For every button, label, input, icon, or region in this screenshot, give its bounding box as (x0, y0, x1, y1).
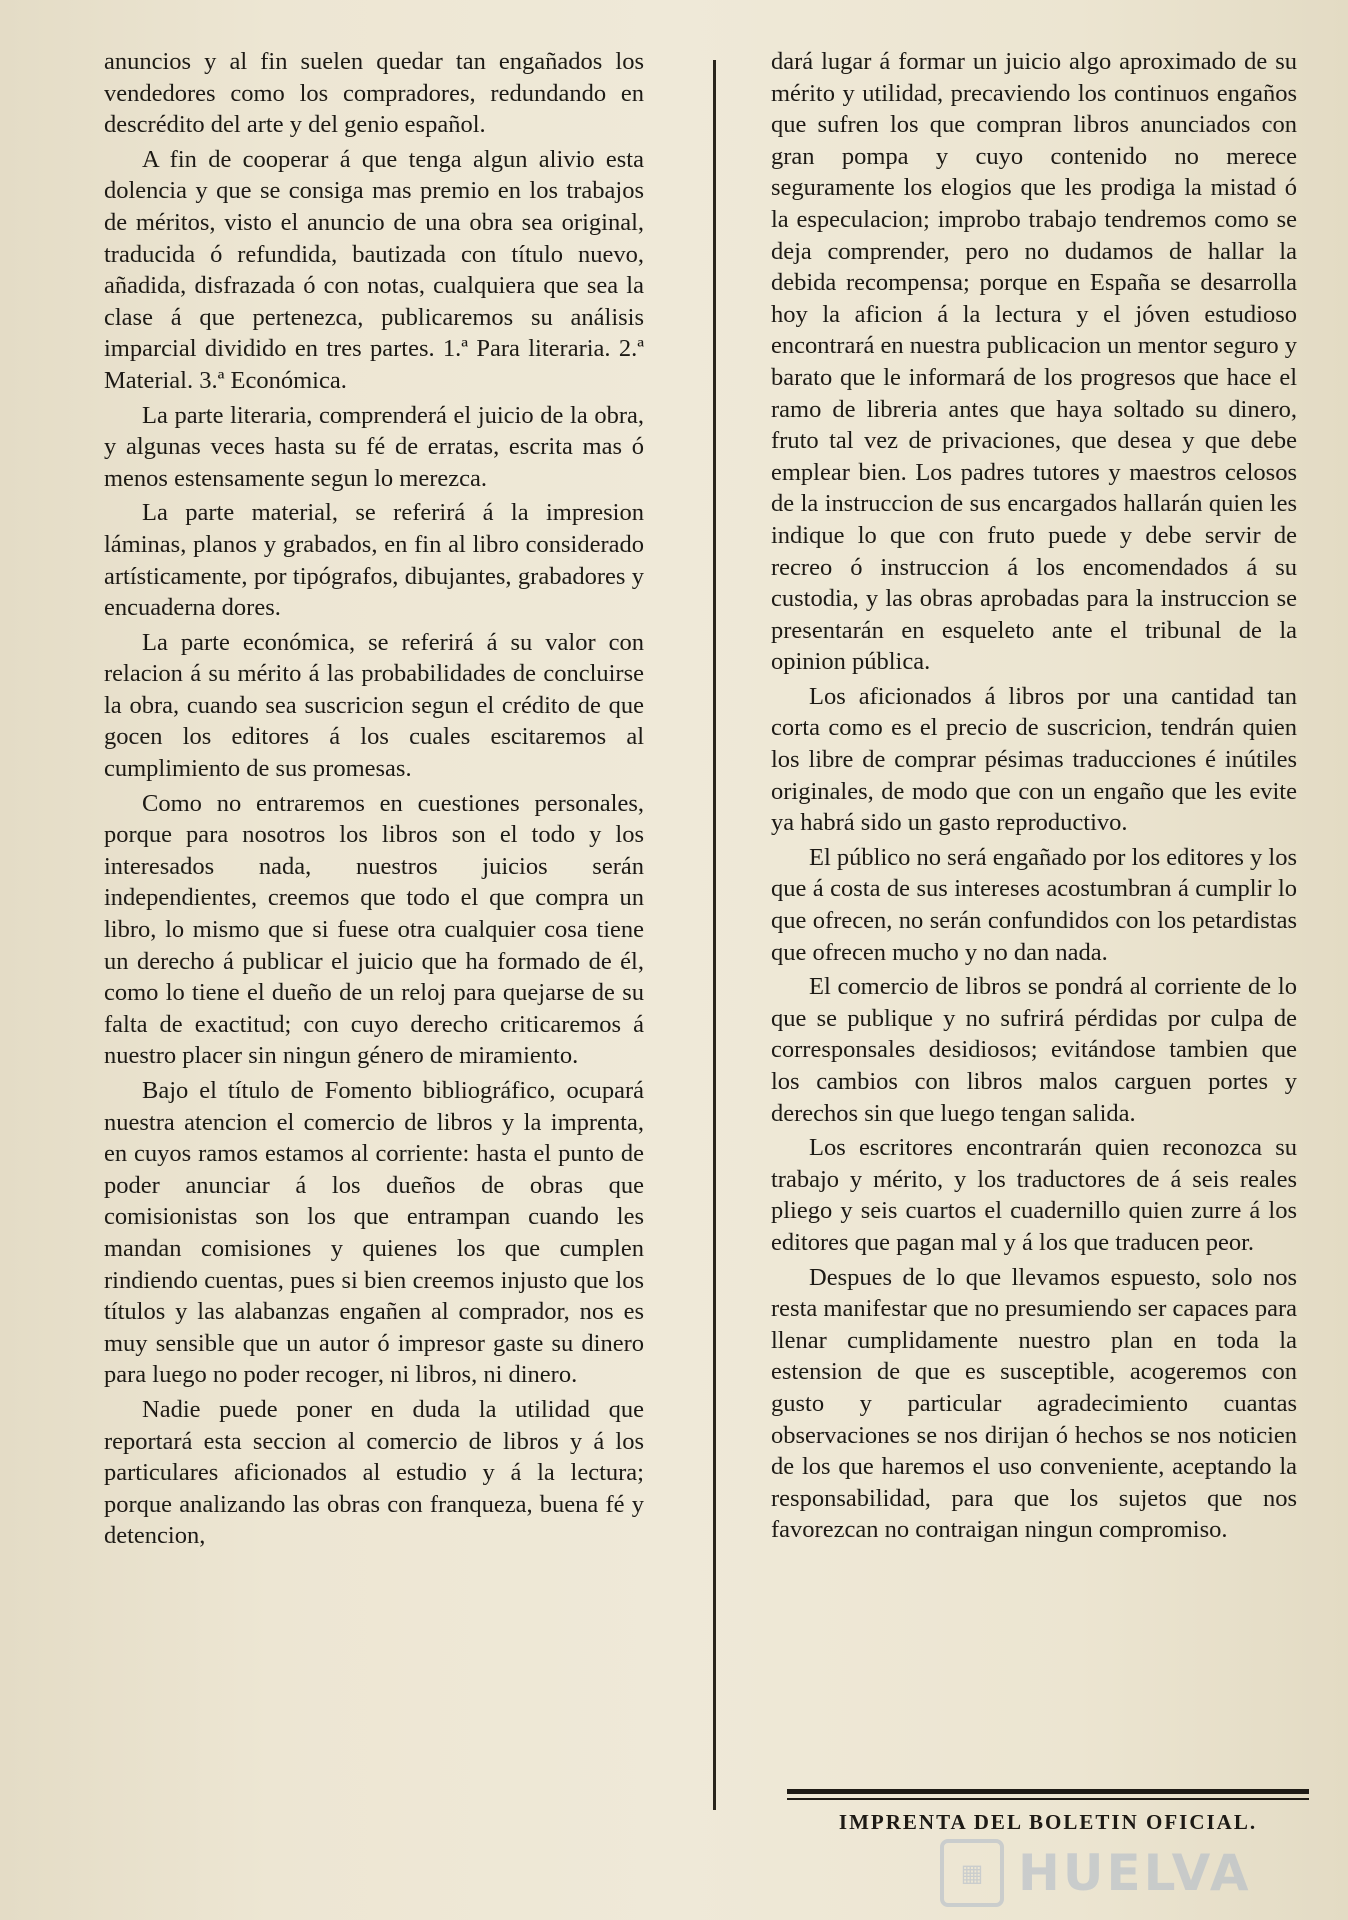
paragraph: Como no entraremos en cuestiones personales, porque para nosotros los libros son el todo y los interesados nada, nuestros juicios serán independientes, creemos que todo el que compra un libro, lo mismo que si fuese otra cualquier cosa tiene un derecho á publicar el juicio que ha formado de él, como lo tiene el dueño de un reloj para quejarse de su falta de exactitud; con cuyo derecho criticaremos á nuestro placer sin ningun género de miramiento. (104, 789, 644, 1070)
paragraph: anuncios y al fin suelen quedar tan engañados los vendedores como los compradores, redundando en descrédito del arte y del genio español. (104, 48, 644, 139)
paragraph: El público no será engañado por los editores y los que á costa de sus intereses acostumbran á cumplir lo que ofrecen, no serán confundidos con los petardistas que ofrecen mucho y no dan nada. (771, 843, 1297, 966)
paragraph: A fin de cooperar á que tenga algun alivio esta dolencia y que se consiga mas premio en los trabajos de méritos, visto el anuncio de una obra sea original, traducida ó refundida, bautizada con título nuevo, añadida, disfrazada ó con notas, cualquiera que sea la clase á que pertenezca, publicaremos su análisis imparcial dividido en tres partes. 1.ª Para literaria. 2.ª Material. 3.ª Económica. (104, 145, 644, 394)
paragraph: Los escritores encontrarán quien reconozca su trabajo y mérito, y los traductores de á seis reales pliego y seis cuartos el cuadernillo quien zurre á los editores que pagan mal y á los que traducen peor. (771, 1134, 1297, 1256)
imprint-line: IMPRENTA DEL BOLETIN OFICIAL. (838, 1810, 1258, 1834)
paragraph: dará lugar á formar un juicio algo aproximado de su mérito y utilidad, precaviendo los continuos engaños que sufren los que compran libros anunciados con gran pompa y cuyo contenido no merece seguramente los elogios que les prodiga la mistad ó la especulacion; improbo trabajo tendremos como se deja comprender, pero no dudamos de hallar la debida recompensa; porque en España se desarrolla hoy la aficion á la lectura y el jóven estudioso encontrará en nuestra publicacion un mentor seguro y barato que le informará de los progresos que hace el ramo de libreria antes que haya soltado su dinero, fruto tal vez de privaciones, que desea y que debe emplear bien. Los padres tutores y maestros celosos de la instruccion de sus encargados hallarán quien les indique lo que con fruto puede y debe servir de recreo ó instruccion á los encomendados á su custodia, y las obras aprobadas para la instruccion se presentarán en esqueleto ante el tribunal de la opinion pública. (771, 48, 1297, 676)
paragraph: El comercio de libros se pondrá al corriente de lo que se publique y no sufrirá pérdidas por culpa de corresponsales desidiosos; evitándose tambien que los cambios con libros malos carguen portes y derechos sin que luego tengan salida. (771, 973, 1297, 1127)
right-column (771, 46, 1297, 1549)
paragraph: La parte literaria, comprenderá el juicio de la obra, y algunas veces hasta su fé de erratas, escrita mas ó menos estensamente segun lo merezca. (104, 401, 644, 492)
column-divider (713, 60, 716, 1810)
paragraph: La parte material, se referirá á la impresion láminas, planos y grabados, en fin al libro considerado artísticamente, por tipógrafos, dibujantes, grabadores y encuaderna dores. (104, 499, 644, 622)
footer-rule-thin (787, 1798, 1309, 1800)
library-watermark (940, 1838, 1270, 1908)
left-column (104, 46, 644, 1555)
paragraph: Bajo el título de Fomento bibliográfico, ocupará nuestra atencion el comercio de libros y la imprenta, en cuyos ramos estamos al corriente: hasta el punto de poder anunciar á los dueños de obras que comisionistas son los que entrampan cuando les mandan comisiones y quienes los que cumplen rindiendo cuentas, pues si bien creemos injusto que los títulos y las alabanzas engañen al comprador, nos es muy sensible que un autor ó impresor gaste su dinero para luego no poder recoger, ni libros, ni dinero. (104, 1077, 644, 1389)
paragraph: Nadie puede poner en duda la utilidad que reportará esta seccion al comercio de libros y á los particulares aficionados al estudio y á la lectura; porque analizando las obras con franqueza, buena fé y detencion, (104, 1395, 644, 1550)
footer-rule-thick (787, 1789, 1309, 1794)
paragraph: Despues de lo que llevamos espuesto, solo nos resta manifestar que no presumiendo ser capaces para llenar cumplidamente nuestro plan en toda la estension de que es susceptible, acogeremos con gusto y particular agradecimiento cuantas observaciones se nos dirijan ó hechos se nos noticien de los que haremos el uso conveniente, aceptando la responsabilidad, para que los sujetos que nos favorezcan no contraigan ningun compromiso. (771, 1263, 1297, 1544)
watermark-text: HUELVA (1018, 1844, 1252, 1902)
paragraph: La parte económica, se referirá á su valor con relacion á su mérito á las probabilidades de concluirse la obra, cuando sea suscricion segun el crédito de que gocen los editores á los cuales escitaremos al cumplimiento de sus promesas. (104, 628, 644, 783)
paragraph: Los aficionados á libros por una cantidad tan corta como es el precio de suscricion, tendrán quien los libre de comprar pésimas traducciones é inútiles originales, de modo que con un engaño que les evite ya habrá sido un gasto reproductivo. (771, 682, 1297, 837)
library-logo-icon: ▦ (940, 1839, 1004, 1907)
